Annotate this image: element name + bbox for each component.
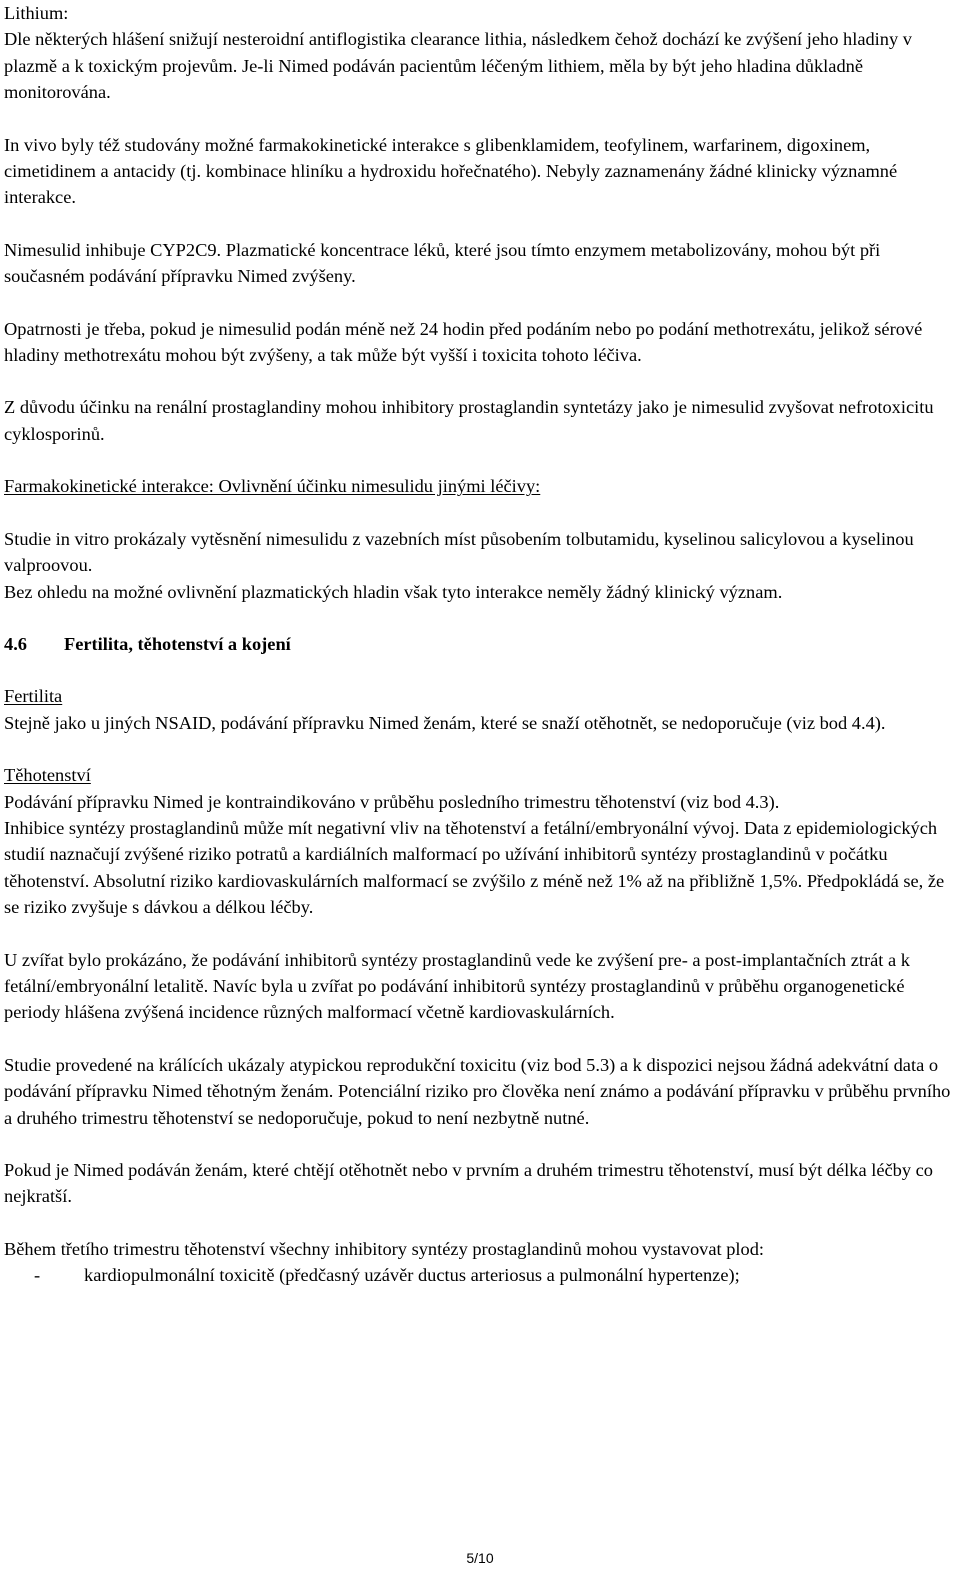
bullet-text: kardiopulmonální toxicitě (předčasný uzávěr ductus arteriosus a pulmonální hypertenze); <box>84 1265 740 1286</box>
cyclosporine-paragraph: Z důvodu účinku na renální prostaglandiny mohou inhibitory prostaglandin syntetázy jako je nimesulid zvyšovat nefrotoxicitu cyklosporinů. <box>4 397 934 444</box>
lithium-paragraph: Dle některých hlášení snižují nesteroidní antiflogistika clearance lithia, následkem čehož dochází ke zvýšení jeho hladiny v plazmě a k toxickým projevům. Je-li Nimed podáván pacientům léčeným lithiem, měla by být jeho hladina důkladně monitorována. <box>4 29 912 103</box>
treatment-duration-paragraph: Pokud je Nimed podáván ženám, které chtějí otěhotnět nebo v prvním a druhém trimestru těhotenství, musí být délka léčby co nejkratší. <box>4 1160 933 1207</box>
bullet-dash: - <box>34 1265 41 1286</box>
pk-interactions-subtitle: Farmakokinetické interakce: Ovlivnění účinku nimesulidu jinými léčivy: <box>4 476 541 497</box>
animal-studies-paragraph: U zvířat bylo prokázáno, že podávání inhibitorů syntézy prostaglandinů vede ke zvýšení pre- a post-implantačních ztrát a k fetální/embryonální letalitě. Navíc byla u zvířat po podávání inhibitorů syntézy prostaglandinů v průběhu organogenetické periody hlášena zvýšená incidence různých malformací včetně kardiovaskulárních. <box>4 949 910 1023</box>
page-number: 5/10 <box>466 1550 494 1566</box>
list-item <box>4 1262 954 1288</box>
section-heading <box>4 631 954 657</box>
prostaglandin-inhibition-paragraph: Inhibice syntézy prostaglandinů může mít negativní vliv na těhotenství a fetální/embryonální vývoj. Data z epidemiologických studií naznačují zvýšené riziko potratů a kardiálních malformací po užívání inhibitorů syntézy prostaglandinů v počátku těhotenství. Absolutní riziko kardiovaskulárních malformací se zvýšilo z méně než 1% až na přibližně 1,5%. Předpokládá se, že se riziko zvyšuje s dávkou a délkou léčby. <box>4 817 945 918</box>
rabbit-studies-paragraph: Studie provedené na králících ukázaly atypickou reprodukční toxicitu (viz bod 5.3) a k dispozici nejsou žádná adekvátní data o podávání přípravku Nimed těhotným ženám. Potenciální riziko pro člověka není známo a podávání přípravku v průběhu prvního a druhého trimestru těhotenství se nedoporučuje, pokud to není nezbytně nutné. <box>4 1054 951 1128</box>
fertility-title: Fertilita <box>4 686 63 707</box>
third-trimester-paragraph: Během třetího trimestru těhotenství všechny inhibitory syntézy prostaglandinů mohou vystavovat plod: <box>4 1238 765 1259</box>
fertility-paragraph: Stejně jako u jiných NSAID, podávání přípravku Nimed ženám, které se snaží otěhotnět, se nedoporučuje (viz bod 4.4). <box>4 712 886 733</box>
in-vivo-paragraph: In vivo byly též studovány možné farmakokinetické interakce s glibenklamidem, teofylinem, warfarinem, digoxinem, cimetidinem a antacidy (tj. kombinace hliníku a hydroxidu hořečnatého). Nebyly zaznamenány žádné klinicky významné interakce. <box>4 134 898 208</box>
methotrexate-paragraph: Opatrnosti je třeba, pokud je nimesulid podán méně než 24 hodin před podáním nebo po podání methotrexátu, jelikož sérové hladiny methotrexátu mohou být zvýšeny, a tak může být vyšší i toxicita tohoto léčiva. <box>4 318 923 366</box>
cyp2c9-paragraph: Nimesulid inhibuje CYP2C9. Plazmatické koncentrace léků, které jsou tímto enzymem metabolizovány, mohou být při současném podávání přípravku Nimed zvýšeny. <box>4 239 881 287</box>
section-number: 4.6 <box>4 633 27 654</box>
pregnancy-title: Těhotenství <box>4 765 91 786</box>
section-title: Fertilita, těhotenství a kojení <box>64 633 291 654</box>
lithium-title: Lithium: <box>4 3 69 23</box>
in-vitro-paragraph: Studie in vitro prokázaly vytěsnění nimesulidu z vazebních míst působením tolbutamidu, kyselinou salicylovou a kyselinou valproovou. <box>4 528 914 576</box>
clinical-significance-paragraph: Bez ohledu na možné ovlivnění plazmatických hladin však tyto interakce neměly žádný klinický význam. <box>4 581 783 602</box>
pregnancy-contraindication-paragraph: Podávání přípravku Nimed je kontraindikováno v průběhu posledního trimestru těhotenství (viz bod 4.3). <box>4 791 780 812</box>
document-page <box>4 0 954 1289</box>
